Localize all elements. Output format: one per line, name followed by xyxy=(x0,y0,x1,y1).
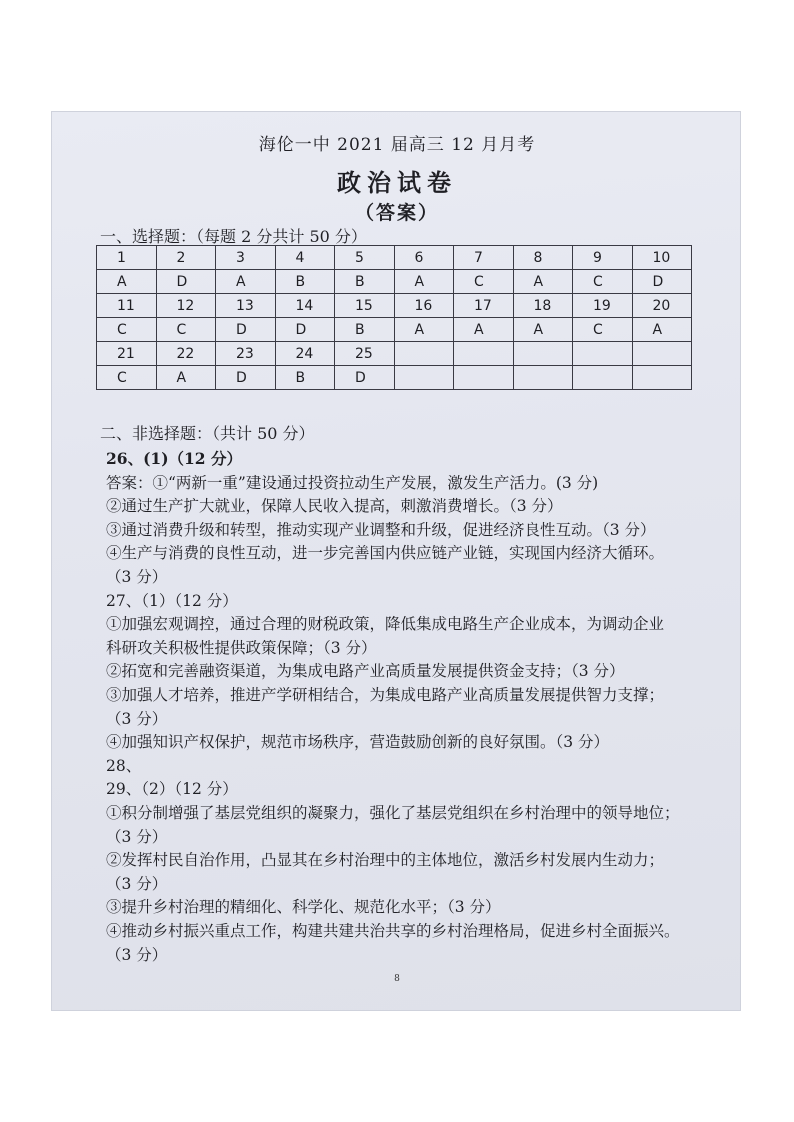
answer-line: （3 分） xyxy=(106,874,168,893)
school-exam-title: 海伦一中 2021 届高三 12 月月考 xyxy=(258,135,536,155)
answer-table-cell: C xyxy=(454,270,514,294)
answer-table-cell: A xyxy=(394,318,454,342)
answer-table-row xyxy=(97,246,692,270)
answer-line: （3 分） xyxy=(106,568,168,586)
answer-line: ④推动乡村振兴重点工作，构建共建共治共享的乡村治理格局，促进乡村全面振兴。 xyxy=(106,922,680,940)
answer-line: ③加强人才培养，推进产学研相结合，为集成电路产业高质量发展提供智力支撑； xyxy=(106,686,665,704)
answer-table-cell: 6 xyxy=(394,246,454,270)
answer-table-cell: D xyxy=(335,366,395,390)
answer-table-cell: D xyxy=(216,318,276,342)
answer-table-row xyxy=(97,270,692,294)
section2-heading: 二、非选择题：（共计 50 分） xyxy=(100,424,315,443)
answer-table-cell: 25 xyxy=(335,342,395,366)
answer-table-cell: C xyxy=(156,318,216,342)
answer-table-cell: 22 xyxy=(156,342,216,366)
answer-table-cell xyxy=(394,342,454,366)
answer-table-cell: 11 xyxy=(97,294,157,318)
answer-table-cell: 4 xyxy=(275,246,335,270)
answer-table-cell: 24 xyxy=(275,342,335,366)
answer-table-cell: 8 xyxy=(513,246,573,270)
answer-table-cell: D xyxy=(275,318,335,342)
answer-line: ②拓宽和完善融资渠道，为集成电路产业高质量发展提供资金支持；（3 分） xyxy=(106,662,625,681)
section1-heading: 一、选择题：（每题 2 分共计 50 分） xyxy=(100,227,367,246)
answer-table-cell: 10 xyxy=(632,246,692,270)
answer-table-cell xyxy=(454,366,514,390)
answer-line: ②通过生产扩大就业，保障人民收入提高，刺激消费增长。（3 分） xyxy=(106,497,563,516)
answer-line: ②发挥村民自治作用，凸显其在乡村治理中的主体地位，激活乡村发展内生动力； xyxy=(106,851,665,870)
answer-line: ④加强知识产权保护，规范市场秩序，营造鼓励创新的良好氛围。（3 分） xyxy=(106,733,610,752)
answer-table-cell xyxy=(573,366,633,390)
answer-table-cell: 7 xyxy=(454,246,514,270)
answer-table-cell xyxy=(573,342,633,366)
answer-table-cell: C xyxy=(573,318,633,342)
answer-table-cell: 14 xyxy=(275,294,335,318)
answer-table-cell xyxy=(513,342,573,366)
answer-table-cell: D xyxy=(632,270,692,294)
answer-table-cell: 19 xyxy=(573,294,633,318)
answer-table-cell: 12 xyxy=(156,294,216,318)
answer-table-cell: A xyxy=(454,318,514,342)
answer-table-cell: A xyxy=(513,270,573,294)
answer-table-cell: 5 xyxy=(335,246,395,270)
answer-line: 28、 xyxy=(106,756,142,775)
answer-line: ④生产与消费的良性互动，进一步完善国内供应链产业链，实现国内经济大循环。 xyxy=(106,544,665,563)
answer-line: ③通过消费升级和转型，推动实现产业调整和升级，促进经济良性互动。（3 分） xyxy=(106,520,656,539)
answer-table-cell: A xyxy=(216,270,276,294)
answer-table-cell: 21 xyxy=(97,342,157,366)
answer-table-row xyxy=(97,366,692,390)
answer-table-cell: 13 xyxy=(216,294,276,318)
answer-table-cell: 9 xyxy=(573,246,633,270)
subject-title: 政治试卷 xyxy=(337,168,457,197)
answer-table-cell: B xyxy=(275,366,335,390)
answer-table-cell: 16 xyxy=(394,294,454,318)
answer-line: ③提升乡村治理的精细化、科学化、规范化水平；（3 分） xyxy=(106,898,501,917)
answer-line: ①积分制增强了基层党组织的凝聚力，强化了基层党组织在乡村治理中的领导地位； xyxy=(106,804,680,822)
answer-table-cell: B xyxy=(275,270,335,294)
answer-table-cell: B xyxy=(335,318,395,342)
answer-line: （3 分） xyxy=(106,709,168,728)
answer-table-cell: C xyxy=(97,366,157,390)
answer-table-cell: 20 xyxy=(632,294,692,318)
answer-table xyxy=(96,245,692,390)
answer-line: ①加强宏观调控，通过合理的财税政策，降低集成电路生产企业成本，为调动企业 xyxy=(106,615,665,634)
answer-line: 科研攻关积极性提供政策保障；（3 分） xyxy=(106,638,377,657)
answer-table-cell: A xyxy=(156,366,216,390)
answer-table-cell xyxy=(454,342,514,366)
answer-table-cell: 3 xyxy=(216,246,276,270)
answer-table-cell: 15 xyxy=(335,294,395,318)
answer-line: 26、(1)（12 分） xyxy=(106,449,242,468)
answer-line: 29、（2）（12 分） xyxy=(106,780,238,799)
answer-table-cell xyxy=(394,366,454,390)
answer-table-cell: A xyxy=(394,270,454,294)
answer-table-cell: A xyxy=(513,318,573,342)
answer-table-cell: A xyxy=(632,318,692,342)
answer-table-cell xyxy=(632,342,692,366)
answer-table-cell: C xyxy=(97,318,157,342)
answer-table-cell: D xyxy=(216,366,276,390)
answer-table-cell: 2 xyxy=(156,246,216,270)
answer-label: （答案） xyxy=(354,202,439,224)
answer-line: （3 分） xyxy=(106,827,168,846)
answer-line: 答案：①“两新一重”建设通过投资拉动生产发展，激发生产活力。(3 分) xyxy=(106,473,599,492)
page-number: 8 xyxy=(394,974,400,984)
answer-line: 27、（1）（12 分） xyxy=(106,591,238,610)
answer-table-cell: B xyxy=(335,270,395,294)
answer-table-row xyxy=(97,342,692,366)
answer-table-cell: 18 xyxy=(513,294,573,318)
answer-table-cell xyxy=(632,366,692,390)
answer-table-row xyxy=(97,294,692,318)
answer-table-cell: C xyxy=(573,270,633,294)
answer-table-row xyxy=(97,318,692,342)
answer-table-cell xyxy=(513,366,573,390)
answer-line: （3 分） xyxy=(106,945,168,964)
answer-table-cell: A xyxy=(97,270,157,294)
answer-table-cell: 1 xyxy=(97,246,157,270)
answer-table-cell: D xyxy=(156,270,216,294)
answer-table-cell: 17 xyxy=(454,294,514,318)
answer-table-cell: 23 xyxy=(216,342,276,366)
